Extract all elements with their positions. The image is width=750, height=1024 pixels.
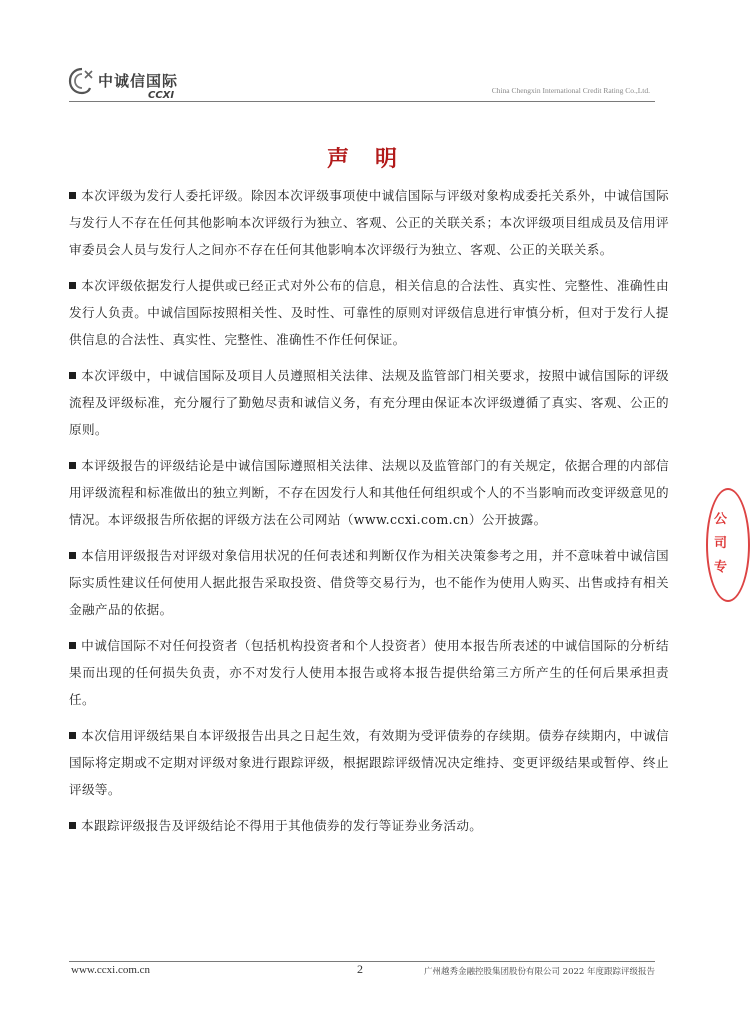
statement-paragraph-5: 本信用评级报告对评级对象信用状况的任何表述和判断仅作为相关决策参考之用，并不意味着中诚信国际实质性建议任何使用人据此报告采取投资、借贷等交易行为，也不能作为使用人购买、出售或持有相关金融产品的依据。 bbox=[69, 548, 669, 617]
page-number: 2 bbox=[357, 962, 363, 976]
header-divider bbox=[69, 101, 655, 102]
company-seal-stamp: 公 司 专 bbox=[706, 488, 750, 602]
statement-paragraph-3: 本次评级中，中诚信国际及项目人员遵照相关法律、法规及监管部门相关要求，按照中诚信国际的评级流程及评级标准，充分履行了勤勉尽责和诚信义务，有充分理由保证本次评级遵循了真实、客观、公正的原则。 bbox=[69, 368, 669, 437]
square-bullet-icon bbox=[69, 642, 76, 649]
statement-paragraph-4: 本评级报告的评级结论是中诚信国际遵照相关法律、法规以及监管部门的有关规定，依据合理的内部信用评级流程和标准做出的独立判断，不存在因发行人和其他任何组织或个人的不当影响而改变评级意见的情况。本评级报告所依据的评级方法在公司网站（www.ccxi.com.cn）公开披露。 bbox=[69, 458, 669, 527]
ccxi-logo-icon bbox=[67, 66, 97, 96]
statement-paragraph-6: 中诚信国际不对任何投资者（包括机构投资者和个人投资者）使用本报告所表述的中诚信国际的分析结果而出现的任何损失负责，亦不对发行人使用本报告或将本报告提供给第三方所产生的任何后果承担责任。 bbox=[69, 638, 669, 707]
statement-paragraph-8: 本跟踪评级报告及评级结论不得用于其他债券的发行等证券业务活动。 bbox=[69, 812, 669, 839]
square-bullet-icon bbox=[69, 732, 76, 739]
logo-text-cn: 中诚信国际 bbox=[98, 72, 179, 90]
footer-report-title: 广州越秀金融控股集团股份有限公司 2022 年度跟踪评级报告 bbox=[423, 967, 655, 977]
square-bullet-icon bbox=[69, 192, 76, 199]
statement-paragraph-1: 本次评级为发行人委托评级。除因本次评级事项使中诚信国际与评级对象构成委托关系外，中诚信国际与发行人不存在任何其他影响本次评级行为独立、客观、公正的关联关系；本次评级项目组成员及信用评审委员会人员与发行人之间亦不存在任何其他影响本次评级行为独立、客观、公正的关联关系。 bbox=[69, 188, 669, 257]
square-bullet-icon bbox=[69, 462, 76, 469]
page-header bbox=[0, 0, 724, 110]
statement-body bbox=[69, 182, 669, 848]
statement-paragraph-2: 本次评级依据发行人提供或已经正式对外公布的信息，相关信息的合法性、真实性、完整性、准确性由发行人负责。中诚信国际按照相关性、及时性、可靠性的原则对评级信息进行审慎分析，但对于发行人提供信息的合法性、真实性、完整性、准确性不作任何保证。 bbox=[69, 278, 669, 347]
square-bullet-icon bbox=[69, 822, 76, 829]
square-bullet-icon bbox=[69, 372, 76, 379]
page-title: 声明 bbox=[326, 147, 423, 172]
square-bullet-icon bbox=[69, 282, 76, 289]
statement-paragraph-7: 本次信用评级结果自本评级报告出具之日起生效，有效期为受评债券的存续期。债券存续期内，中诚信国际将定期或不定期对评级对象进行跟踪评级，根据跟踪评级情况决定维持、变更评级结果或暂停、终止评级等。 bbox=[69, 728, 669, 797]
logo-text-en: CCXI bbox=[148, 90, 175, 101]
footer-website: www.ccxi.com.cn bbox=[71, 964, 151, 976]
company-name-en: China Chengxin International Credit Rating Co.,Ltd. bbox=[491, 86, 650, 95]
square-bullet-icon bbox=[69, 552, 76, 559]
